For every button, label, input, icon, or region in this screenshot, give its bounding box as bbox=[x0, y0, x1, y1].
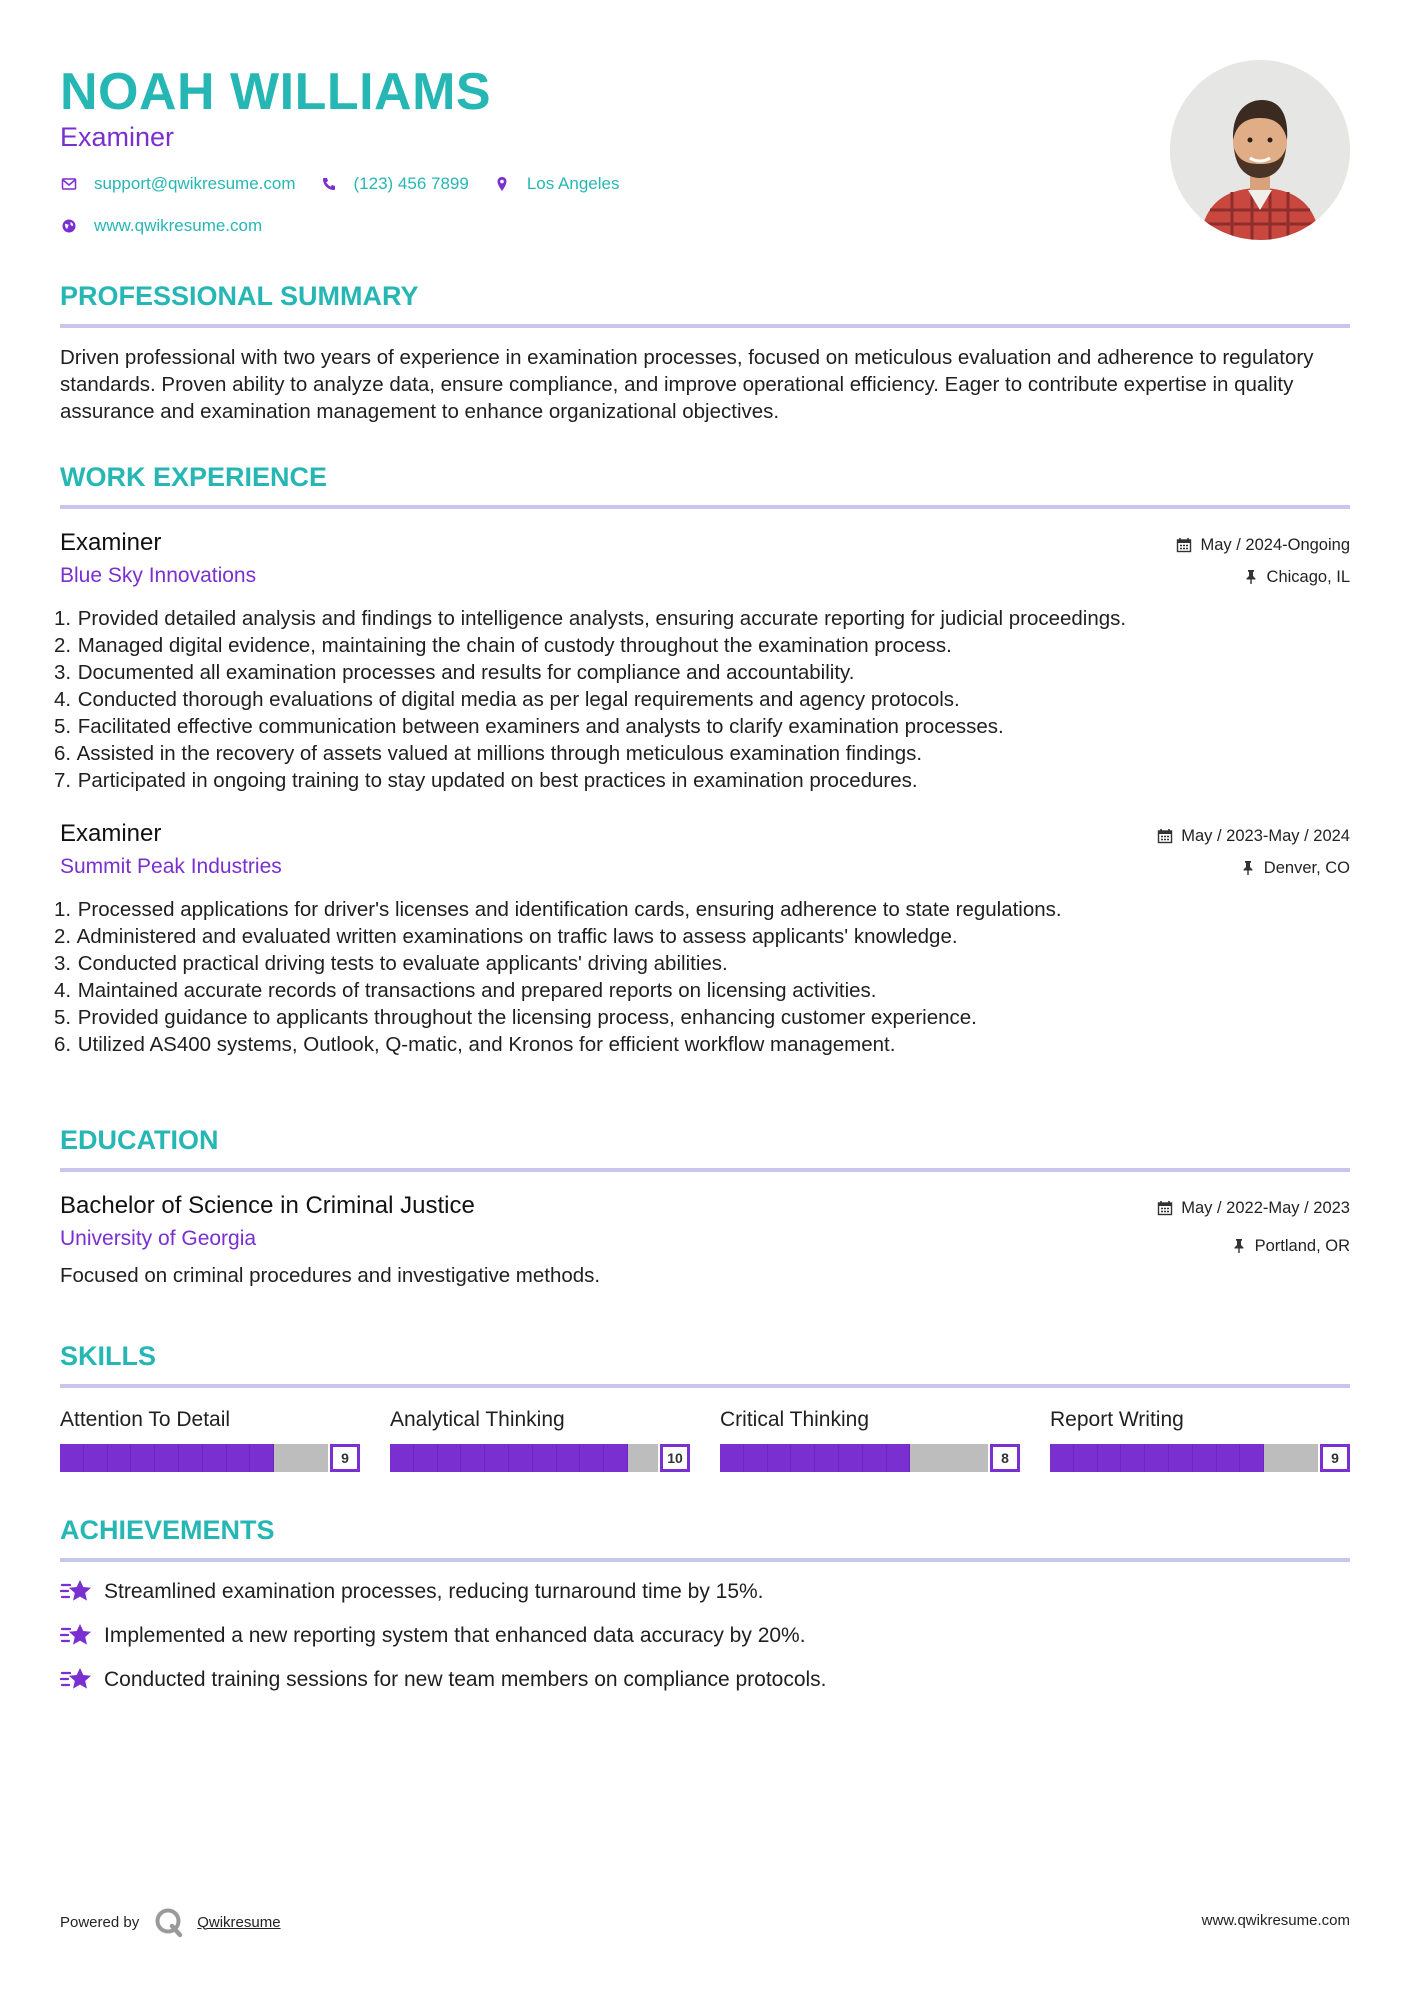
job-entry bbox=[54, 527, 1350, 794]
skill-level-segment bbox=[203, 1444, 227, 1472]
skill-level-segment bbox=[604, 1444, 628, 1472]
skill-level-segment bbox=[1217, 1444, 1241, 1472]
skill-track bbox=[390, 1444, 658, 1472]
job-dates bbox=[1176, 533, 1350, 557]
skill-level-segment bbox=[839, 1444, 863, 1472]
skill-level-segment bbox=[1098, 1444, 1122, 1472]
skill-level-bar bbox=[390, 1444, 690, 1472]
contact-row-secondary bbox=[60, 214, 1060, 238]
list-item: 5. Provided guidance to applicants throughout the licensing process, enhancing customer experience. bbox=[54, 1006, 977, 1029]
calendar-icon bbox=[1157, 1200, 1173, 1216]
job-entry bbox=[54, 818, 1350, 1058]
skill-level-bar bbox=[60, 1444, 360, 1472]
job-meta bbox=[1176, 533, 1350, 597]
skills-list bbox=[60, 1406, 1350, 1472]
contact-row-primary bbox=[60, 172, 1060, 196]
skill-level-segment bbox=[131, 1444, 155, 1472]
brand-link[interactable]: Qwikresume bbox=[197, 1913, 281, 1931]
skill-level-segment bbox=[60, 1444, 84, 1472]
skill-name: Attention To Detail bbox=[60, 1408, 231, 1431]
job-location-text: Denver, CO bbox=[1263, 858, 1350, 877]
job-meta bbox=[1157, 824, 1350, 888]
footer-website[interactable]: www.qwikresume.com bbox=[1201, 1912, 1350, 1929]
skill-level-segment bbox=[414, 1444, 438, 1472]
skill-level-bar bbox=[1050, 1444, 1350, 1472]
envelope-icon bbox=[60, 175, 78, 193]
contact-email[interactable] bbox=[60, 174, 296, 194]
list-item: 3. Conducted practical driving tests to evaluate applicants' driving abilities. bbox=[54, 952, 728, 975]
email-text: support@qwikresume.com bbox=[94, 174, 296, 193]
list-item: 2. Managed digital evidence, maintaining the chain of custody throughout the examination process. bbox=[54, 634, 952, 657]
job-dates-text: May / 2024-Ongoing bbox=[1200, 535, 1350, 554]
list-item: 5. Facilitated effective communication between examiners and analysts to clarify examination processes. bbox=[54, 715, 1004, 738]
contact-location bbox=[493, 174, 620, 194]
skill-name: Analytical Thinking bbox=[390, 1408, 565, 1431]
skill-level-segment bbox=[1121, 1444, 1145, 1472]
list-item: 2. Administered and evaluated written examinations on traffic laws to assess applicants' knowledge. bbox=[54, 925, 958, 948]
skill-level-segment bbox=[438, 1444, 462, 1472]
skill-level-segment bbox=[509, 1444, 533, 1472]
skill-level-segment bbox=[720, 1444, 744, 1472]
skill-level-segment bbox=[533, 1444, 557, 1472]
pushpin-icon bbox=[1243, 569, 1259, 585]
skill-level-badge: 8 bbox=[990, 1444, 1020, 1472]
skill-level-bar bbox=[720, 1444, 1020, 1472]
skill-level-segment bbox=[791, 1444, 815, 1472]
section-divider bbox=[60, 1384, 1350, 1388]
skill-level-segment bbox=[155, 1444, 179, 1472]
education-note: Focused on criminal procedures and investigative methods. bbox=[60, 1264, 601, 1287]
achievement-item bbox=[60, 1576, 1350, 1608]
education-entry bbox=[60, 1190, 1350, 1289]
list-item: 7. Participated in ongoing training to stay updated on best practices in examination procedures. bbox=[54, 769, 918, 792]
degree-title: Bachelor of Science in Criminal Justice bbox=[60, 1192, 475, 1219]
education-dates-text: May / 2022-May / 2023 bbox=[1181, 1198, 1350, 1217]
candidate-name: NOAH WILLIAMS bbox=[60, 63, 492, 121]
powered-by bbox=[60, 1906, 281, 1938]
location-text: Los Angeles bbox=[526, 174, 620, 193]
contact-phone[interactable] bbox=[320, 174, 469, 194]
list-item: 4. Maintained accurate records of transactions and prepared reports on licensing activities. bbox=[54, 979, 877, 1002]
job-location bbox=[1176, 565, 1350, 589]
experience-section bbox=[54, 459, 1350, 1058]
skill-name: Report Writing bbox=[1050, 1408, 1184, 1431]
contact-website[interactable] bbox=[60, 216, 262, 236]
resume-header bbox=[60, 60, 1350, 250]
education-meta bbox=[1157, 1196, 1350, 1266]
list-item: 1. Processed applications for driver's licenses and identification cards, ensuring adherence to state regulations. bbox=[54, 898, 1062, 921]
skill-name: Critical Thinking bbox=[720, 1408, 869, 1431]
summary-section bbox=[60, 278, 1350, 425]
job-bullets bbox=[54, 605, 1350, 794]
list-item: 3. Documented all examination processes and results for compliance and accountability. bbox=[54, 661, 855, 684]
achievement-text: Streamlined examination processes, reducing turnaround time by 15%. bbox=[104, 1580, 764, 1603]
school-name: University of Georgia bbox=[60, 1227, 257, 1250]
skill-level-segment bbox=[1169, 1444, 1193, 1472]
skill-item bbox=[60, 1406, 360, 1472]
contact-block bbox=[60, 172, 1060, 256]
job-company: Summit Peak Industries bbox=[60, 855, 282, 878]
education-section bbox=[60, 1122, 1350, 1289]
summary-title: PROFESSIONAL SUMMARY bbox=[60, 281, 419, 311]
job-dates-text: May / 2023-May / 2024 bbox=[1181, 826, 1350, 845]
candidate-role: Examiner bbox=[60, 122, 175, 152]
achievement-item bbox=[60, 1620, 1350, 1652]
skill-item bbox=[390, 1406, 690, 1472]
skill-level-segment bbox=[84, 1444, 108, 1472]
skills-title: SKILLS bbox=[60, 1341, 157, 1371]
achievement-text: Implemented a new reporting system that enhanced data accuracy by 20%. bbox=[104, 1624, 806, 1647]
section-divider bbox=[60, 1558, 1350, 1562]
section-divider bbox=[60, 324, 1350, 328]
skill-level-badge: 9 bbox=[330, 1444, 360, 1472]
skill-track bbox=[720, 1444, 988, 1472]
skill-level-segment bbox=[744, 1444, 768, 1472]
skill-level-segment bbox=[250, 1444, 274, 1472]
list-item: 6. Utilized AS400 systems, Outlook, Q-matic, and Kronos for efficient workflow management. bbox=[54, 1033, 896, 1056]
skill-level-segment bbox=[1074, 1444, 1098, 1472]
phone-icon bbox=[320, 175, 338, 193]
job-company: Blue Sky Innovations bbox=[60, 564, 257, 587]
website-text: www.qwikresume.com bbox=[94, 216, 263, 235]
skill-level-segment bbox=[1240, 1444, 1264, 1472]
skills-section bbox=[60, 1338, 1350, 1472]
profile-photo bbox=[1170, 60, 1350, 240]
skill-level-segment bbox=[108, 1444, 132, 1472]
job-location bbox=[1157, 856, 1350, 880]
page-footer bbox=[60, 1898, 1350, 1938]
list-item: 1. Provided detailed analysis and findings to intelligence analysts, ensuring accurate reporting for judicial proceedings. bbox=[54, 607, 1127, 630]
job-location-text: Chicago, IL bbox=[1266, 567, 1350, 586]
skill-track bbox=[60, 1444, 328, 1472]
section-divider bbox=[60, 1168, 1350, 1172]
experience-title: WORK EXPERIENCE bbox=[60, 462, 328, 492]
job-title: Examiner bbox=[60, 529, 162, 556]
phone-text: (123) 456 7899 bbox=[353, 174, 469, 193]
education-location bbox=[1157, 1234, 1350, 1258]
skill-level-segment bbox=[580, 1444, 604, 1472]
achievements-title: ACHIEVEMENTS bbox=[60, 1515, 275, 1545]
star-icon bbox=[60, 1577, 94, 1607]
skill-level-segment bbox=[1050, 1444, 1074, 1472]
achievement-item bbox=[60, 1664, 1350, 1696]
star-icon bbox=[60, 1621, 94, 1651]
qwikresume-logo-icon bbox=[153, 1906, 185, 1938]
list-item: 6. Assisted in the recovery of assets valued at millions through meticulous examination findings. bbox=[54, 742, 923, 765]
skill-track bbox=[1050, 1444, 1318, 1472]
calendar-icon bbox=[1176, 537, 1192, 553]
section-divider bbox=[60, 505, 1350, 509]
education-title: EDUCATION bbox=[60, 1125, 219, 1155]
skill-level-segment bbox=[1145, 1444, 1169, 1472]
achievements-section bbox=[60, 1512, 1350, 1708]
globe-icon bbox=[60, 217, 78, 235]
job-title: Examiner bbox=[60, 820, 162, 847]
skill-level-segment bbox=[227, 1444, 251, 1472]
skill-level-badge: 10 bbox=[660, 1444, 690, 1472]
star-icon bbox=[60, 1665, 94, 1695]
summary-text: Driven professional with two years of experience in examination processes, focused on meticulous evaluation and adherence to regulatory standards. Proven ability to analyze data, ensure compliance, and improve operational efficiency. Eager to contribute expertise in quality assurance and examination management to enhance organizational objectives. bbox=[60, 346, 1314, 423]
skill-level-segment bbox=[815, 1444, 839, 1472]
calendar-icon bbox=[1157, 828, 1173, 844]
skill-level-segment bbox=[557, 1444, 581, 1472]
skill-item bbox=[1050, 1406, 1350, 1472]
skill-level-segment bbox=[179, 1444, 203, 1472]
skill-level-badge: 9 bbox=[1320, 1444, 1350, 1472]
skill-level-segment bbox=[461, 1444, 485, 1472]
skill-level-segment bbox=[390, 1444, 414, 1472]
skill-level-segment bbox=[1193, 1444, 1217, 1472]
skill-item bbox=[720, 1406, 1020, 1472]
pushpin-icon bbox=[1231, 1238, 1247, 1254]
skill-level-segment bbox=[887, 1444, 911, 1472]
skill-level-segment bbox=[863, 1444, 887, 1472]
achievement-text: Conducted training sessions for new team members on compliance protocols. bbox=[104, 1668, 827, 1691]
education-location-text: Portland, OR bbox=[1254, 1236, 1350, 1255]
job-bullets bbox=[54, 896, 1350, 1058]
pushpin-icon bbox=[1240, 860, 1256, 876]
job-dates bbox=[1157, 824, 1350, 848]
achievements-list bbox=[60, 1576, 1350, 1696]
skill-level-segment bbox=[485, 1444, 509, 1472]
list-item: 4. Conducted thorough evaluations of digital media as per legal requirements and agency protocols. bbox=[54, 688, 960, 711]
powered-by-label: Powered by bbox=[60, 1913, 140, 1931]
map-pin-icon bbox=[493, 175, 511, 193]
skill-level-segment bbox=[768, 1444, 792, 1472]
education-dates bbox=[1157, 1196, 1350, 1220]
